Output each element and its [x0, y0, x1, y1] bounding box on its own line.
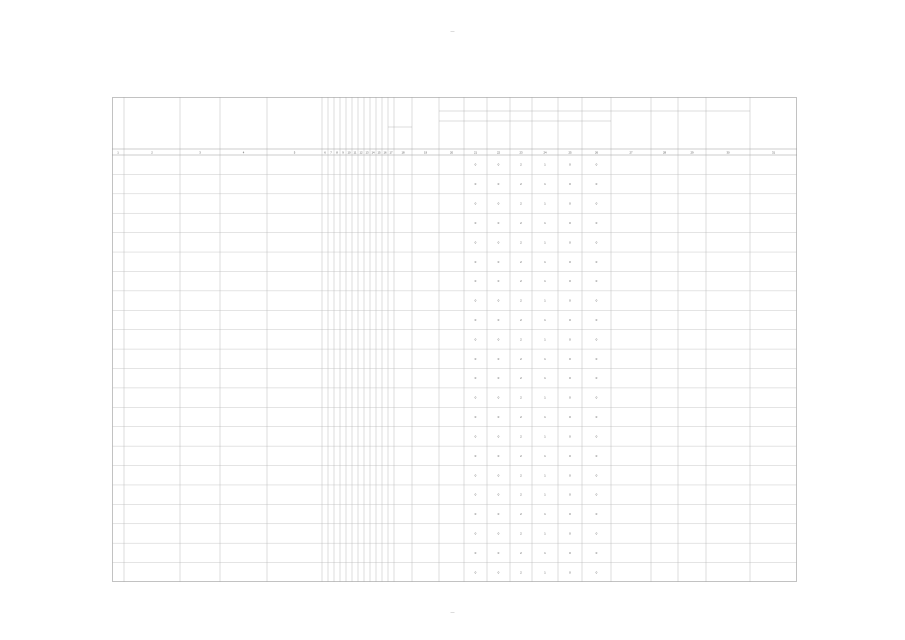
column-index-label: 20	[449, 150, 454, 155]
table-cell-value: 0	[497, 201, 500, 206]
column-index-label: 29	[690, 150, 694, 155]
table-cell-value: 1	[544, 531, 546, 536]
table-cell-value: 2	[520, 531, 522, 536]
table-cell-value: 0	[474, 220, 477, 225]
table-cell-value: 2	[520, 182, 522, 187]
column-index-label: 5	[293, 150, 296, 155]
table-cell-value: 0	[497, 415, 500, 420]
column-index-label: 18	[401, 150, 405, 155]
page-number-top: —	[450, 28, 455, 33]
table-cell-value: 1	[544, 220, 546, 225]
column-index-label: 28	[662, 150, 667, 155]
table-cell-value: 1	[544, 512, 546, 517]
table-cell-value: 0	[474, 415, 477, 420]
table-cell-value: 2	[520, 512, 522, 517]
table-cell-value: 1	[544, 337, 546, 342]
table-cell-value: 0	[497, 550, 500, 555]
table-cell-value: 0	[497, 337, 500, 342]
table-cell-value: 0	[474, 337, 477, 342]
column-index-label: 12	[359, 150, 363, 155]
column-index-label: 11	[353, 150, 357, 155]
table-cell-value: 2	[520, 279, 522, 284]
table-cell-value: 0	[497, 162, 500, 167]
table-cell-value: 1	[544, 550, 546, 555]
table-cell-value: 0	[474, 550, 477, 555]
table-cell-value: 1	[544, 434, 546, 439]
table-cell-value: 0	[569, 201, 571, 206]
table-cell-value: 0	[569, 337, 571, 342]
table-border	[113, 98, 797, 582]
table-cell-value: 0	[474, 356, 477, 361]
table-cell-value: 0	[497, 220, 500, 225]
table-cell-value: 0	[569, 434, 571, 439]
column-index-label: 21	[473, 150, 478, 155]
table-cell-value: 0	[595, 550, 598, 555]
table-cell-value: 1	[544, 570, 546, 575]
table-cell-value: 2	[520, 473, 522, 478]
table-cell-value: 0	[497, 259, 500, 264]
table-cell-value: 0	[595, 512, 598, 517]
table-cell-value: 0	[497, 240, 500, 245]
table-cell-value: 0	[595, 453, 598, 458]
column-index-label: 17	[389, 150, 393, 155]
table-cell-value: 0	[595, 317, 598, 322]
table-cell-value: 0	[595, 570, 598, 575]
column-index-label: 27	[629, 150, 633, 155]
table-cell-value: 1	[544, 279, 546, 284]
table-cell-value: 1	[544, 473, 546, 478]
table-cell-value: 0	[497, 453, 500, 458]
table-cell-value: 0	[474, 201, 477, 206]
table-cell-value: 0	[595, 337, 598, 342]
table-cell-value: 0	[569, 550, 571, 555]
table-cell-value: 0	[569, 492, 571, 497]
table-cell-value: 0	[595, 395, 598, 400]
table-cell-value: 0	[474, 492, 477, 497]
table-cell-value: 2	[520, 492, 522, 497]
column-index-label: 19	[423, 150, 428, 155]
table-cell-value: 0	[497, 356, 500, 361]
table-cell-value: 0	[497, 395, 500, 400]
table-cell-value: 0	[474, 473, 477, 478]
table-cell-value: 0	[569, 415, 571, 420]
table-cell-value: 2	[520, 220, 522, 225]
table-cell-value: 0	[569, 473, 571, 478]
table-cell-value: 1	[544, 376, 546, 381]
table-cell-value: 1	[544, 162, 546, 167]
table-cell-value: 0	[595, 298, 598, 303]
table-cell-value: 0	[474, 395, 477, 400]
table-cell-value: 0	[595, 492, 598, 497]
table-cell-value: 0	[569, 240, 571, 245]
table-cell-value: 0	[595, 201, 598, 206]
table-cell-value: 0	[569, 512, 571, 517]
column-index-label: 14	[371, 150, 375, 155]
table-cell-value: 0	[474, 162, 477, 167]
table-cell-value: 2	[520, 259, 522, 264]
table-cell-value: 0	[497, 279, 500, 284]
table-cell-value: 2	[520, 298, 522, 303]
table-cell-value: 0	[497, 298, 500, 303]
table-cell-value: 1	[544, 182, 546, 187]
table-cell-value: 0	[497, 570, 500, 575]
column-index-label: 15	[377, 150, 381, 155]
table-cell-value: 0	[595, 259, 598, 264]
table-cell-value: 0	[497, 531, 500, 536]
table-cell-value: 2	[520, 376, 522, 381]
column-index-label: 24	[543, 150, 547, 155]
table-cell-value: 0	[595, 162, 598, 167]
table-cell-value: 1	[544, 298, 546, 303]
column-index-label: 25	[568, 150, 572, 155]
table-cell-value: 0	[474, 376, 477, 381]
table-grid	[112, 97, 797, 582]
table-cell-value: 0	[595, 182, 598, 187]
table-cell-value: 0	[569, 279, 571, 284]
table-cell-value: 0	[474, 182, 477, 187]
column-index-label: 22	[496, 150, 501, 155]
column-index-label: 23	[519, 150, 523, 155]
table-cell-value: 2	[520, 434, 522, 439]
table-cell-value: 0	[595, 434, 598, 439]
column-index-label: 8	[336, 150, 338, 155]
table-cell-value: 0	[474, 570, 477, 575]
table-cell-value: 0	[595, 220, 598, 225]
table-cell-value: 1	[544, 201, 546, 206]
table-cell-value: 0	[569, 531, 571, 536]
table-cell-value: 0	[569, 298, 571, 303]
page-number-bottom: —	[450, 609, 455, 614]
table-cell-value: 0	[569, 453, 571, 458]
column-index-label: 1	[117, 150, 119, 155]
column-index-label: 2	[151, 150, 153, 155]
column-index-label: 7	[330, 150, 332, 155]
table-cell-value: 2	[520, 453, 522, 458]
table-cell-value: 1	[544, 356, 546, 361]
table-cell-value: 0	[569, 395, 571, 400]
table-cell-value: 0	[595, 473, 598, 478]
table-cell-value: 0	[497, 182, 500, 187]
table-cell-value: 0	[474, 531, 477, 536]
table-cell-value: 2	[520, 550, 522, 555]
table-cell-value: 0	[569, 259, 571, 264]
table-cell-value: 0	[569, 356, 571, 361]
table-cell-value: 0	[474, 453, 477, 458]
column-index-label: 10	[347, 150, 351, 155]
table-cell-value: 2	[520, 415, 522, 420]
table-cell-value: 0	[569, 317, 571, 322]
table-cell-value: 2	[520, 337, 522, 342]
table-cell-value: 0	[497, 317, 500, 322]
table-cell-value: 0	[497, 492, 500, 497]
table-cell-value: 0	[569, 220, 571, 225]
table-cell-value: 1	[544, 317, 546, 322]
table-cell-value: 0	[497, 434, 500, 439]
table-cell-value: 2	[520, 395, 522, 400]
table-cell-value: 0	[474, 434, 477, 439]
table-cell-value: 0	[474, 298, 477, 303]
table-cell-value: 0	[569, 570, 571, 575]
table-cell-value: 0	[595, 415, 598, 420]
table-cell-value: 0	[474, 279, 477, 284]
column-index-label: 6	[324, 150, 326, 155]
table-cell-value: 1	[544, 415, 546, 420]
table-cell-value: 1	[544, 395, 546, 400]
table-cell-value: 0	[595, 531, 598, 536]
data-table	[112, 97, 797, 582]
column-index-label: 9	[342, 150, 344, 155]
table-cell-value: 0	[497, 512, 500, 517]
table-cell-value: 0	[569, 162, 571, 167]
table-cell-value: 1	[544, 259, 546, 264]
column-index-label: 4	[242, 150, 245, 155]
column-index-label: 13	[365, 150, 369, 155]
table-cell-value: 0	[497, 473, 500, 478]
column-index-label: 26	[594, 150, 599, 155]
column-index-label: 16	[383, 150, 387, 155]
table-cell-value: 0	[595, 240, 598, 245]
table-cell-value: 1	[544, 492, 546, 497]
table-cell-value: 0	[595, 376, 598, 381]
table-cell-value: 1	[544, 240, 546, 245]
table-cell-value: 2	[520, 356, 522, 361]
table-cell-value: 0	[569, 376, 571, 381]
column-index-label: 31	[771, 150, 776, 155]
column-index-label: 3	[199, 150, 201, 155]
table-cell-value: 2	[520, 240, 522, 245]
table-cell-value: 2	[520, 201, 522, 206]
table-cell-value: 0	[569, 182, 571, 187]
table-cell-value: 0	[474, 512, 477, 517]
table-cell-value: 0	[474, 240, 477, 245]
table-cell-value: 2	[520, 317, 522, 322]
table-cell-value: 0	[474, 259, 477, 264]
table-cell-value: 0	[595, 356, 598, 361]
column-index-label: 30	[726, 150, 730, 155]
table-cell-value: 1	[544, 453, 546, 458]
table-cell-value: 0	[474, 317, 477, 322]
table-cell-value: 0	[497, 376, 500, 381]
table-cell-value: 0	[595, 279, 598, 284]
table-cell-value: 2	[520, 570, 522, 575]
table-cell-value: 2	[520, 162, 522, 167]
